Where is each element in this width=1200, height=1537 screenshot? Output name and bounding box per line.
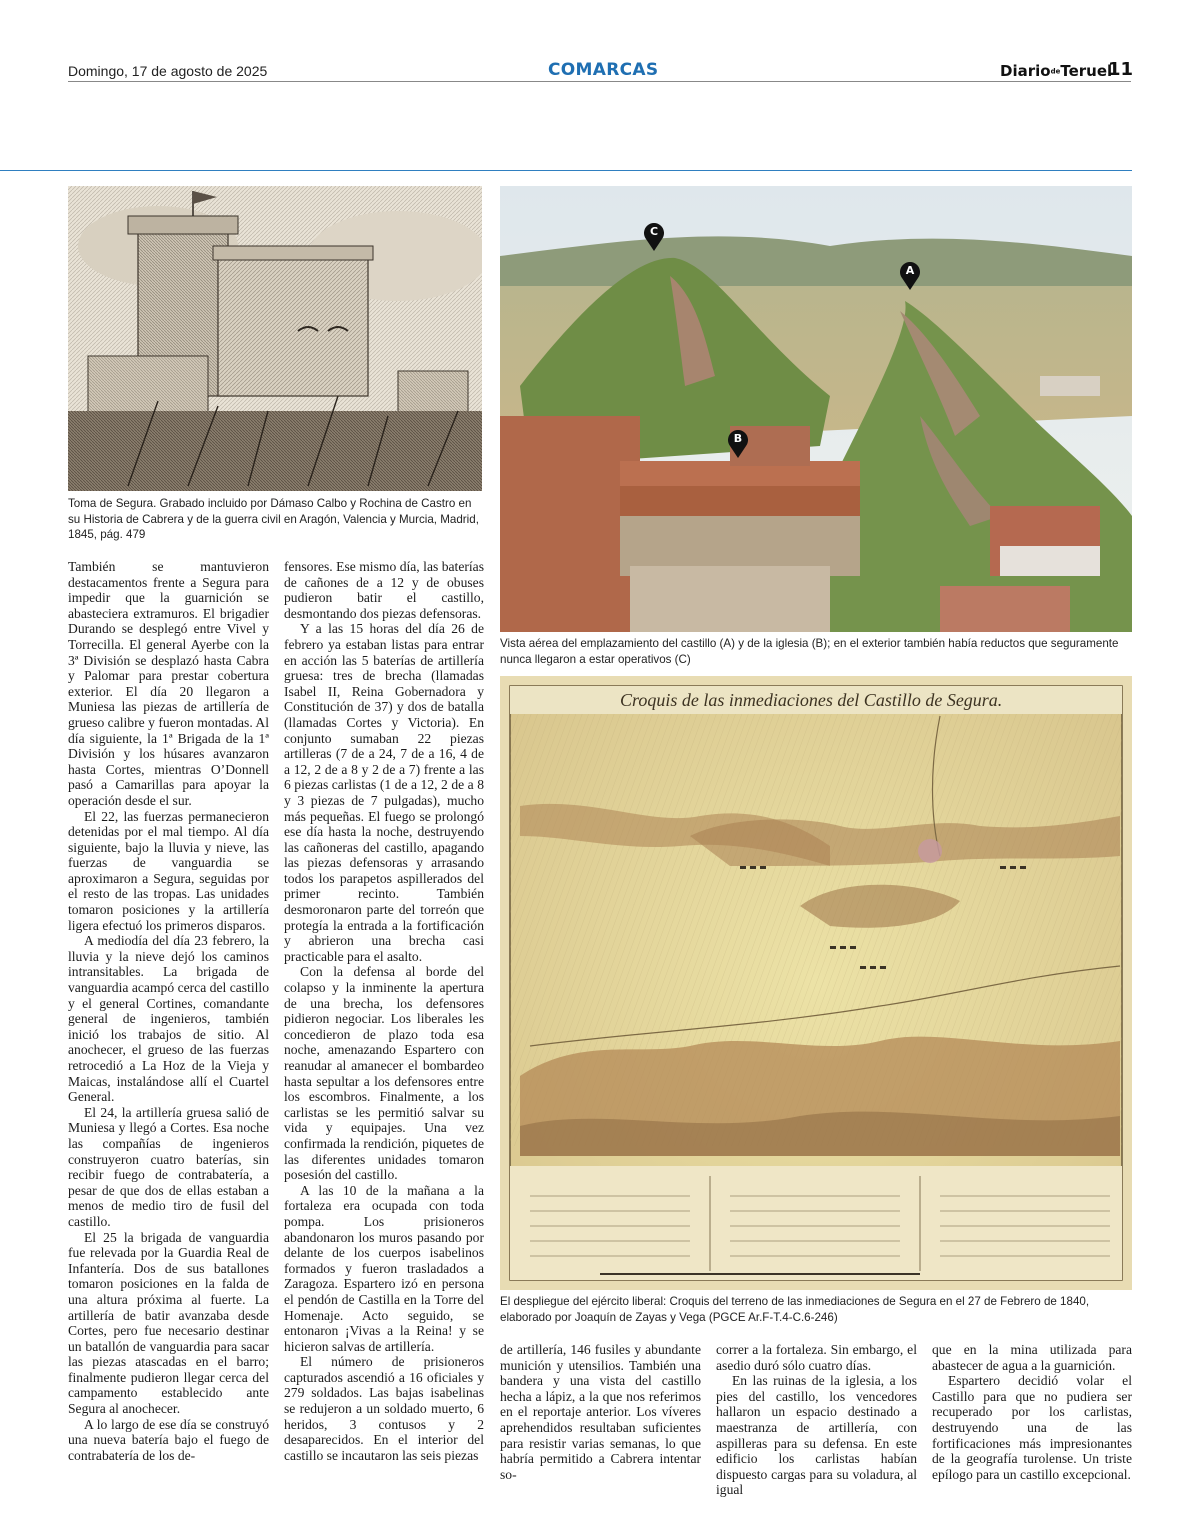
paragraph: A las 10 de la mañana a la fortaleza era ocupada con toda pompa. Los prisioneros abandonaron los muros pasando por delante de los cuerpos isabelinos formados y fueron trasladados a Zaragoza. Espartero izó en persona el pendón de Castilla en la Torre del Homenaje. Acto seguido, se entonaron ¡Vivas a la Reina! y se hicieron salvas de artillería. xyxy=(284,1182,484,1354)
paragraph: fensores. Ese mismo día, las baterías de cañones de a 12 y de obuses pudieron batir el castillo, desmontando dos piezas defensoras. xyxy=(284,559,484,621)
paragraph: Y a las 15 horas del día 26 de febrero ya estaban listas para entrar en acción las 5 baterías de artillería gruesa: tres de brecha (llamadas Isabel II, Reina Gobernadora y Constitución de 37) y dos de batalla (llamadas Cortes y Victoria). En conjunto sumaban 22 piezas artilleras (7 de a 24, 7 de a 16, 4 de a 12, 2 de a 8 y 2 de a 7) frente a las 6 piezas carlistas (1 de a 12, 2 de a 8 y 3 piezas de 7 pulgadas), mucho más pequeñas. El fuego se prolongó ese día hasta la noche, destruyendo las cañoneras del castillo, apagando las piezas defensoras y arrasando todos los parapetos aspillerados del primer recinto. También desmoronaron parte del torreón que protegía la entrada a la fortificación y abrieron una brecha casi practicable para el asalto. xyxy=(284,621,484,964)
paragraph: El número de prisioneros capturados ascendió a 16 oficiales y 279 soldados. Las bajas isabelinas se redujeron a un soldado muerto, 6 heridos, 3 contusos y 2 desaparecidos. En el interior del castillo se incautaron las seis piezas xyxy=(284,1354,484,1463)
paragraph: A mediodía del día 23 febrero, la lluvia y la nieve dejó los caminos intransitables. La brigada de vanguardia acampó cerca del castillo y el general Cortines, comandante general de ingenieros, también inició los trabajos de sitio. Al anochecer, el grueso de las fuerzas retrocedió a La Hoz de la Vieja y Maicas, instalándose allí el Cuartel General. xyxy=(68,933,269,1105)
article-column-4 xyxy=(716,1342,917,1498)
historic-map-image xyxy=(500,676,1132,1290)
article-column-2 xyxy=(284,559,484,1463)
section-title: COMARCAS xyxy=(548,60,659,80)
paragraph: También se mantuvieron destacamentos frente a Segura para impedir que la guarnición se abasteciera extramuros. El brigadier Durando se desplegó entre Vivel y Torrecilla. El general Ayerbe con la 3ª División se desplazó hasta Cabra y Palomar para prestar cobertura exterior. El día 20 llegaron a Muniesa las piezas de artillería de grueso calibre y fueron montadas. Al día siguiente, la 1ª Brigada de la 1ª División y los húsares avanzaron hasta Cortes, mientras O’Donnell pasó a Camarillas para apoyar la operación desde el sur. xyxy=(68,559,269,808)
paragraph: En las ruinas de la iglesia, a los pies del castillo, los vencedores hallaron un espacio destinado a maestranza de artillería, con aspilleras para su defensa. En este edificio los carlistas habían dispuesto cargas para su voladura, al igual xyxy=(716,1373,917,1498)
paragraph: correr a la fortaleza. Sin embargo, el asedio duró sólo cuatro días. xyxy=(716,1342,917,1373)
aerial-photo xyxy=(500,186,1132,632)
paragraph: Con la defensa al borde del colapso y la inminente la apertura de una brecha, los defensores pidieron negociar. Los liberales les concedieron de plazo toda esa noche, amenazando Espartero con reanudar al amanecer el bombardeo hasta sepultar a los defensores entre los escombros. Finalmente, a los carlistas se les permitió salvar su vida y equipajes. Una vez confirmada la rendición, piquetes de las diferentes unidades tomaron posesión del castillo. xyxy=(284,964,484,1183)
logo-word-de: de xyxy=(1050,67,1061,76)
article-column-5 xyxy=(932,1342,1132,1482)
issue-date: Domingo, 17 de agosto de 2025 xyxy=(68,63,268,79)
newspaper-logo xyxy=(1000,62,1112,80)
paragraph: de artillería, 146 fusiles y abundante munición y utensilios. También una bandera y una vista del castillo hecha a lápiz, a la que nos referimos en el reportaje anterior. Los víveres aprehendidos resultaban suficientes para resistir varias semanas, lo que habría permitido a Cabrera intentar so- xyxy=(500,1342,701,1482)
article-column-1 xyxy=(68,559,269,1463)
aerial-caption: Vista aérea del emplazamiento del castillo (A) y de la iglesia (B); en el exterior también había reductos que seguramente nunca llegaron a estar operativos (C) xyxy=(500,637,1119,666)
logo-word-diario: Diario xyxy=(1000,62,1051,80)
marker-a-label: A xyxy=(905,264,915,277)
engraving-image xyxy=(68,186,482,491)
engraving-caption: Toma de Segura. Grabado incluido por Dámaso Calbo y Rochina de Castro en su Historia de Cabrera y de la guerra civil en Aragón, Valencia y Murcia, Madrid, 1845, pág. 479 xyxy=(68,497,479,542)
marker-a xyxy=(899,261,921,296)
paragraph: El 25 la brigada de vanguardia fue relevada por la Guardia Real de Infantería. Dos de sus batallones tomaron posiciones en la falda de una altura próxima al fuerte. La artillería de batir avanzaba desde Cortes, pero fue necesario destinar un batallón de vanguardia para sacar las piezas atascadas en el barro; finalmente pudieron llegar cerca del campamento establecido ante Segura al anochecer. xyxy=(68,1229,269,1417)
paragraph: El 22, las fuerzas permanecieron detenidas por el mal tiempo. Al día siguiente, bajo la lluvia y nieve, las fuerzas de vanguardia se aproximaron a Segura, seguidas por el resto de las tropas. Las unidades tomaron posiciones y la artillería ligera efectuó los primeros disparos. xyxy=(68,808,269,933)
paragraph: que en la mina utilizada para abastecer de agua a la guarnición. xyxy=(932,1342,1132,1373)
map-title-drawing: Croquis de las inmediaciones del Castillo de Segura. xyxy=(620,690,1003,710)
article-column-3 xyxy=(500,1342,701,1482)
paragraph: Espartero decidió volar el Castillo para que no pudiera ser recuperado por los carlistas, destruyendo una de las fortificaciones más impresionantes de la geografía turolense. Un triste epílogo para un castillo excepcional. xyxy=(932,1373,1132,1482)
map-caption: El despliegue del ejército liberal: Croquis del terreno de las inmediaciones de Segura en el 27 de Febrero de 1840, elaborado por Joaquín de Zayas y Vega (PGCE Ar.F-T.4-C.6-246) xyxy=(500,1295,1090,1324)
paragraph: El 24, la artillería gruesa salió de Muniesa y llegó a Cortes. Esa noche las compañías de ingenieros construyeron cuatro baterías, sin recibir fuego de contrabatería, a pesar de que dos de ellas estaban a menos de medio tiro de fusil del castillo. xyxy=(68,1104,269,1229)
marker-b xyxy=(727,429,749,464)
marker-c-label: C xyxy=(649,225,659,238)
marker-c xyxy=(643,222,665,257)
paragraph: A lo largo de ese día se construyó una nueva batería bajo el fuego de contrabatería de los de- xyxy=(68,1416,269,1463)
header-divider xyxy=(68,81,1131,82)
logo-word-teruel: Teruel xyxy=(1060,62,1113,80)
section-divider xyxy=(0,170,1132,171)
page-number: 11 xyxy=(1108,59,1134,80)
marker-b-label: B xyxy=(733,432,743,445)
